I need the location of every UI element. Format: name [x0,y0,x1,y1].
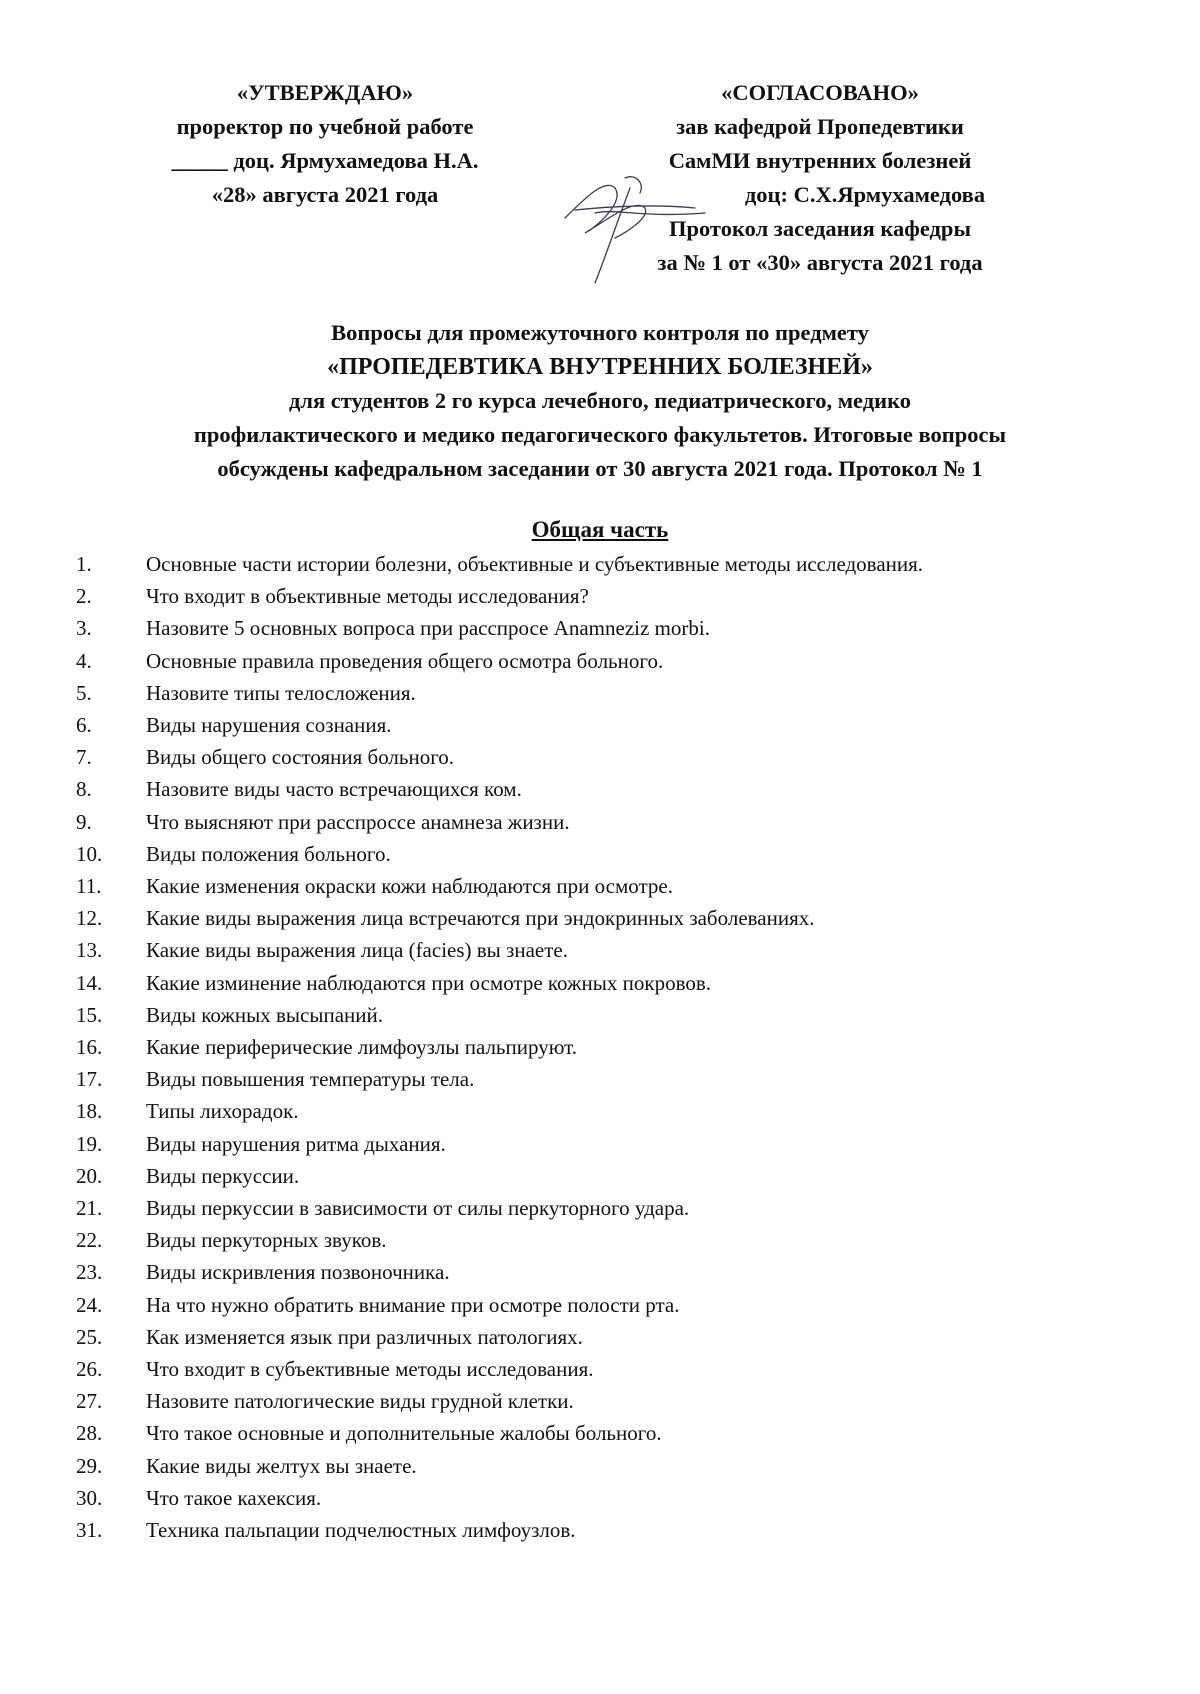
question-number: 28. [76,1421,103,1446]
question-item [76,1321,1136,1353]
question-item [76,806,1136,838]
question-item [76,645,1136,677]
question-item [76,580,1136,612]
question-item [76,741,1136,773]
question-number: 31. [76,1518,103,1543]
question-number: 8. [76,777,92,802]
question-number: 6. [76,713,92,738]
question-number: 29. [76,1453,103,1478]
question-item [76,1192,1136,1224]
question-text: Виды перкуторных звуков. [146,1228,387,1253]
question-item [76,709,1136,741]
question-text: Какие периферические лимфоузлы пальпируют. [146,1035,577,1060]
question-number: 23. [76,1260,103,1285]
question-text: Что входит в субъективные методы исследования. [146,1357,594,1382]
question-item [76,902,1136,934]
title-line-5: обсуждены кафедральном заседании от 30 августа 2021 года. Протокол № 1 [217,456,983,481]
question-text: Назовите 5 основных вопроса при расспросе Anamneziz morbi. [146,616,710,641]
question-item [76,548,1136,580]
agreement-position: зав кафедрой Пропедевтики [676,114,964,139]
question-text: Виды перкуссии. [146,1163,300,1188]
question-number: 30. [76,1485,103,1510]
approval-block [100,76,550,212]
question-item [76,1160,1136,1192]
question-item [76,870,1136,902]
question-number: 25. [76,1324,103,1349]
question-text: Что входит в объективные методы исследования? [146,584,589,609]
question-item [76,1256,1136,1288]
question-text: Виды нарушения ритма дыхания. [146,1131,446,1156]
question-number: 18. [76,1099,103,1124]
question-number: 17. [76,1067,103,1092]
question-text: Виды кожных высыпаний. [146,1002,383,1027]
question-item [76,1514,1136,1546]
question-item [76,838,1136,870]
approval-heading: «УТВЕРЖДАЮ» [236,80,414,105]
question-text: Виды положения больного. [146,841,391,866]
question-text: Виды нарушения сознания. [146,713,392,738]
question-text: Какие виды желтух вы знаете. [146,1453,417,1478]
question-number: 11. [76,874,102,899]
question-list [76,548,1136,1546]
question-item [76,1095,1136,1127]
question-number: 24. [76,1292,103,1317]
question-number: 2. [76,584,92,609]
question-item [76,1353,1136,1385]
question-number: 14. [76,970,103,995]
question-number: 26. [76,1357,103,1382]
question-number: 27. [76,1389,103,1414]
agreement-protocol-date: за № 1 от «30» августа 2021 года [657,250,983,275]
question-item [76,1385,1136,1417]
question-number: 1. [76,552,92,576]
question-text: Типы лихорадок. [146,1099,299,1124]
question-number: 5. [76,680,92,705]
question-text: Основные правила проведения общего осмотра больного. [146,648,664,673]
agreement-department: СамМИ внутренних болезней [668,148,972,173]
question-number: 12. [76,906,103,931]
question-item [76,1128,1136,1160]
question-number: 10. [76,841,103,866]
question-text: Назовите патологические виды грудной клетки. [146,1389,574,1414]
question-item [76,1031,1136,1063]
question-item [76,1224,1136,1256]
question-number: 20. [76,1163,103,1188]
question-text: Назовите виды часто встречающихся ком. [146,777,522,802]
question-text: Что такое кахексия. [146,1485,322,1510]
question-text: Виды повышения температуры тела. [146,1067,475,1092]
title-line-2: «ПРОПЕДЕВТИКА ВНУТРЕННИХ БОЛЕЗНЕЙ» [327,354,873,380]
question-text: Назовите типы телосложения. [146,680,416,705]
question-number: 7. [76,745,92,770]
question-item [76,1417,1136,1449]
approval-position: проректор по учебной работе [176,114,474,139]
question-item [76,1450,1136,1482]
agreement-name: доц: С.Х.Ярмухамедова [744,182,986,207]
question-text: Основные части истории болезни, объективные и субъективные методы исследования. [146,552,924,576]
question-number: 16. [76,1035,103,1060]
question-text: Какие виды выражения лица встречаются при эндокринных заболеваниях. [146,906,815,931]
document-title [60,316,1140,486]
approval-date: «28» августа 2021 года [211,182,439,207]
approval-name: _____ доц. Ярмухамедова Н.А. [171,148,479,173]
agreement-heading: «СОГЛАСОВАНО» [721,80,919,105]
question-number: 9. [76,809,92,834]
question-number: 21. [76,1196,103,1221]
question-number: 22. [76,1228,103,1253]
question-text: Виды перкуссии в зависимости от силы перкуторного удара. [146,1196,690,1221]
question-number: 3. [76,616,92,641]
question-text: Как изменяется язык при различных патологиях. [146,1324,583,1349]
section-title: Общая часть [531,517,669,542]
question-item [76,612,1136,644]
title-line-3: для студентов 2 го курса лечебного, педиатрического, медико [289,388,911,413]
title-line-1: Вопросы для промежуточного контроля по предмету [331,320,869,345]
question-text: Что выясняют при расспроссе анамнеза жизни. [146,809,570,834]
question-item [76,1482,1136,1514]
question-item [76,773,1136,805]
question-text: Какие виды выражения лица (facies) вы знаете. [146,938,568,963]
question-number: 15. [76,1002,103,1027]
question-text: Техника пальпации подчелюстных лимфоузлов. [146,1518,576,1543]
title-line-4: профилактического и медико педагогического факультетов. Итоговые вопросы [193,422,1007,447]
question-item [76,967,1136,999]
question-number: 19. [76,1131,103,1156]
question-text: Что такое основные и дополнительные жалобы больного. [146,1421,662,1446]
question-item [76,934,1136,966]
question-number: 13. [76,938,103,963]
question-text: Виды общего состояния больного. [146,745,455,770]
question-text: Какие изминение наблюдаются при осмотре кожных покровов. [146,970,712,995]
question-text: На что нужно обратить внимание при осмотре полости рта. [146,1292,680,1317]
question-item [76,1289,1136,1321]
handwritten-signature [555,158,715,288]
question-text: Виды искривления позвоночника. [146,1260,450,1285]
question-item [76,677,1136,709]
question-item [76,1063,1136,1095]
question-item [76,999,1136,1031]
agreement-protocol: Протокол заседания кафедры [668,216,972,241]
question-text: Какие изменения окраски кожи наблюдаются при осмотре. [146,874,673,899]
question-number: 4. [76,648,92,673]
